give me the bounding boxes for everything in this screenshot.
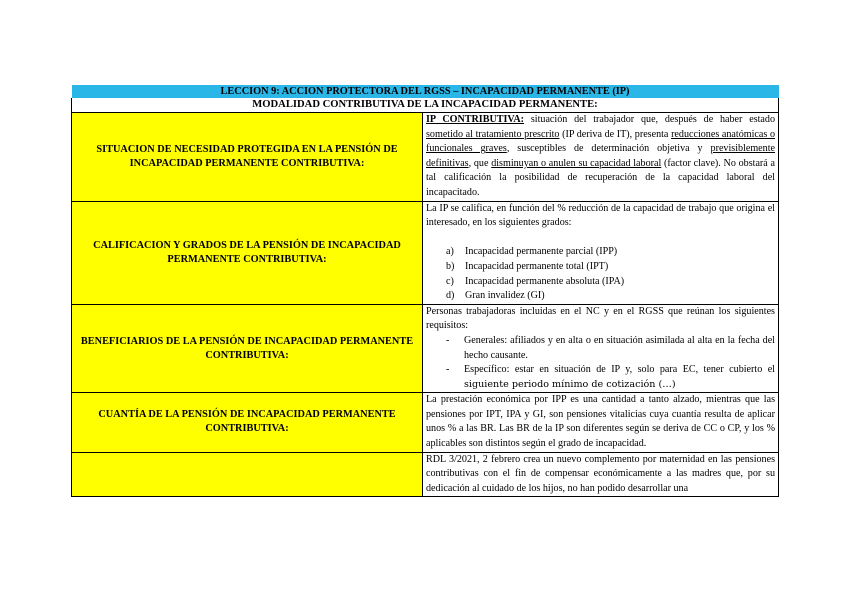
- row-label: CALIFICACION Y GRADOS DE LA PENSIÓN DE INCAPACIDAD PERMANENTE CONTRIBUTIVA:: [72, 201, 423, 304]
- text-fragment: (factor clave). No obstará a tal calificación la posibilidad de recuperación de la capacidad laboral del incapacitado.: [426, 157, 775, 198]
- underlined-term: reducciones anatómicas o funcionales graves: [426, 128, 775, 155]
- list-item: - Específico: estar en situación de IP y, solo para EC, tener cubierto el siguiente periodo mínimo de cotización (…): [446, 364, 775, 390]
- beneficiaries-intro: Personas trabajadoras incluidas en el NC y en el RGSS que reúnan los siguientes requisitos:: [426, 305, 775, 332]
- row-content: [423, 304, 779, 393]
- list-item: c) Incapacidad permanente absoluta (IPA): [446, 275, 625, 287]
- table-row: [72, 393, 779, 452]
- list-item: b) Incapacidad permanente total (IPT): [446, 260, 609, 272]
- list-item: d) Gran invalidez (GI): [446, 290, 545, 302]
- underlined-term: previsiblemente definitivas: [426, 143, 775, 169]
- row-content: [423, 201, 779, 304]
- lesson-table: [71, 85, 779, 497]
- underlined-term: sometido al tratamiento prescrito: [426, 128, 560, 140]
- grades-intro: La IP se califica, en función del % reducción de la capacidad de trabajo que origina el interesado, en los siguientes grados:: [426, 202, 775, 229]
- row-label: SITUACION DE NECESIDAD PROTEGIDA EN LA PENSIÓN DE INCAPACIDAD PERMANENTE CONTRIBUTIVA:: [72, 113, 423, 202]
- table-row: [72, 452, 779, 497]
- lesson-title: LECCION 9: ACCION PROTECTORA DEL RGSS – INCAPACIDAD PERMANENTE (IP): [72, 85, 779, 98]
- row-label: [72, 452, 423, 497]
- section-subtitle: MODALIDAD CONTRIBUTIVA DE LA INCAPACIDAD PERMANENTE:: [72, 98, 779, 113]
- title-row: [72, 85, 779, 98]
- grades-list: [426, 245, 775, 303]
- table-row: [72, 113, 779, 202]
- text-fragment: situación del trabajador que, después de haber estado: [524, 114, 775, 125]
- row-content: RDL 3/2021, 2 febrero crea un nuevo complemento por maternidad en las pensiones contributivas con el fin de compensar económicamente a las madres que, por su dedicación al cuidado de los hijos, no han podido desarrollar una: [423, 452, 779, 497]
- definition-term: IP CONTRIBUTIVA:: [426, 114, 525, 125]
- row-label: CUANTÍA DE LA PENSIÓN DE INCAPACIDAD PERMANENTE CONTRIBUTIVA:: [72, 393, 423, 452]
- list-item: a) Incapacidad permanente parcial (IPP): [446, 246, 618, 258]
- text-fragment: (IP deriva de IT), presenta: [559, 128, 672, 140]
- row-label: BENEFICIARIOS DE LA PENSIÓN DE INCAPACIDAD PERMANENTE CONTRIBUTIVA:: [72, 304, 423, 393]
- text-fragment: , susceptibles de determinación objetiva y: [506, 143, 711, 155]
- underlined-term: disminuyan o anulen su capacidad laboral: [491, 157, 662, 169]
- list-item: - Generales: afiliados y en alta o en situación asimilada al alta en la fecha del hecho causante.: [446, 334, 775, 361]
- text-fragment: , que: [468, 157, 492, 169]
- requirements-list: [426, 334, 775, 392]
- row-content: [423, 113, 779, 202]
- row-content: La prestación económica por IPP es una cantidad a tanto alzado, mientras que las pensiones por IPT, IPA y GI, son pensiones vitalicias cuya cuantía resulta de aplicar unos % a las BR. Las BR de la IP son diferentes según se deriva de CC o CP, y los % aplicables son distintos según el grado de incapacidad.: [423, 393, 779, 452]
- subtitle-row: [72, 98, 779, 113]
- table-row: [72, 201, 779, 304]
- table-row: [72, 304, 779, 393]
- document-page: [71, 85, 778, 497]
